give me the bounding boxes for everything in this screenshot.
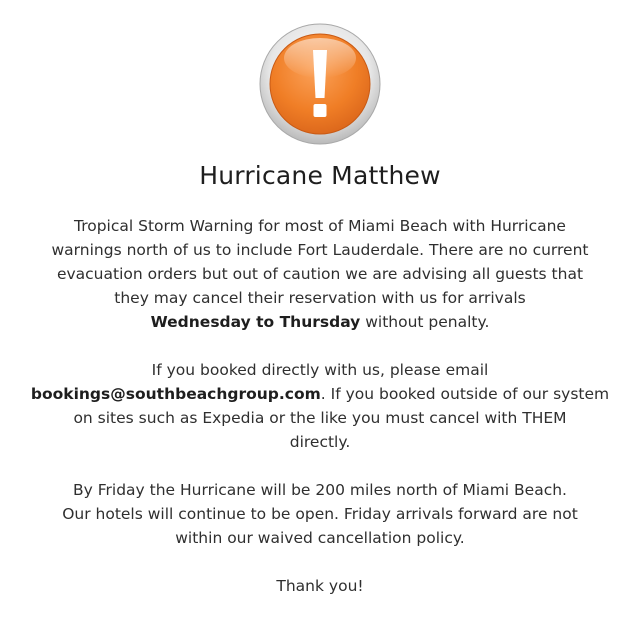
text-line bbox=[20, 382, 620, 406]
paragraph-friday bbox=[20, 478, 620, 550]
text-line: they may cancel their reservation with us for arrivals bbox=[114, 289, 526, 307]
text-fragment: without penalty. bbox=[360, 313, 490, 331]
text-line: Tropical Storm Warning for most of Miami Beach with Hurricane bbox=[74, 217, 566, 235]
text-line bbox=[20, 310, 620, 334]
exclamation-dot bbox=[314, 104, 327, 117]
text-fragment: . If you booked outside of our system bbox=[320, 385, 610, 403]
closing-text: Thank you! bbox=[276, 577, 364, 595]
paragraph-booking bbox=[20, 358, 620, 454]
text-line: If you booked directly with us, please email bbox=[151, 361, 489, 379]
alert-badge-graphic bbox=[258, 22, 382, 146]
text-line: within our waived cancellation policy. bbox=[175, 529, 465, 547]
text-line: evacuation orders but out of caution we are advising all guests that bbox=[56, 265, 584, 283]
bold-dates: Wednesday to Thursday bbox=[150, 313, 361, 331]
text-line: on sites such as Expedia or the like you must cancel with THEM bbox=[73, 409, 567, 427]
exclamation-icon bbox=[258, 22, 382, 146]
text-line: directly. bbox=[289, 433, 351, 451]
page-title: Hurricane Matthew bbox=[199, 161, 441, 190]
paragraph-cancellation bbox=[20, 214, 620, 334]
text-line: warnings north of us to include Fort Lauderdale. There are no current bbox=[51, 241, 589, 259]
text-line: By Friday the Hurricane will be 200 miles north of Miami Beach. bbox=[73, 481, 567, 499]
text-line: Our hotels will continue to be open. Friday arrivals forward are not bbox=[62, 505, 578, 523]
announcement-body bbox=[20, 214, 620, 598]
bookings-email-link[interactable]: bookings@southbeachgroup.com bbox=[30, 385, 321, 403]
